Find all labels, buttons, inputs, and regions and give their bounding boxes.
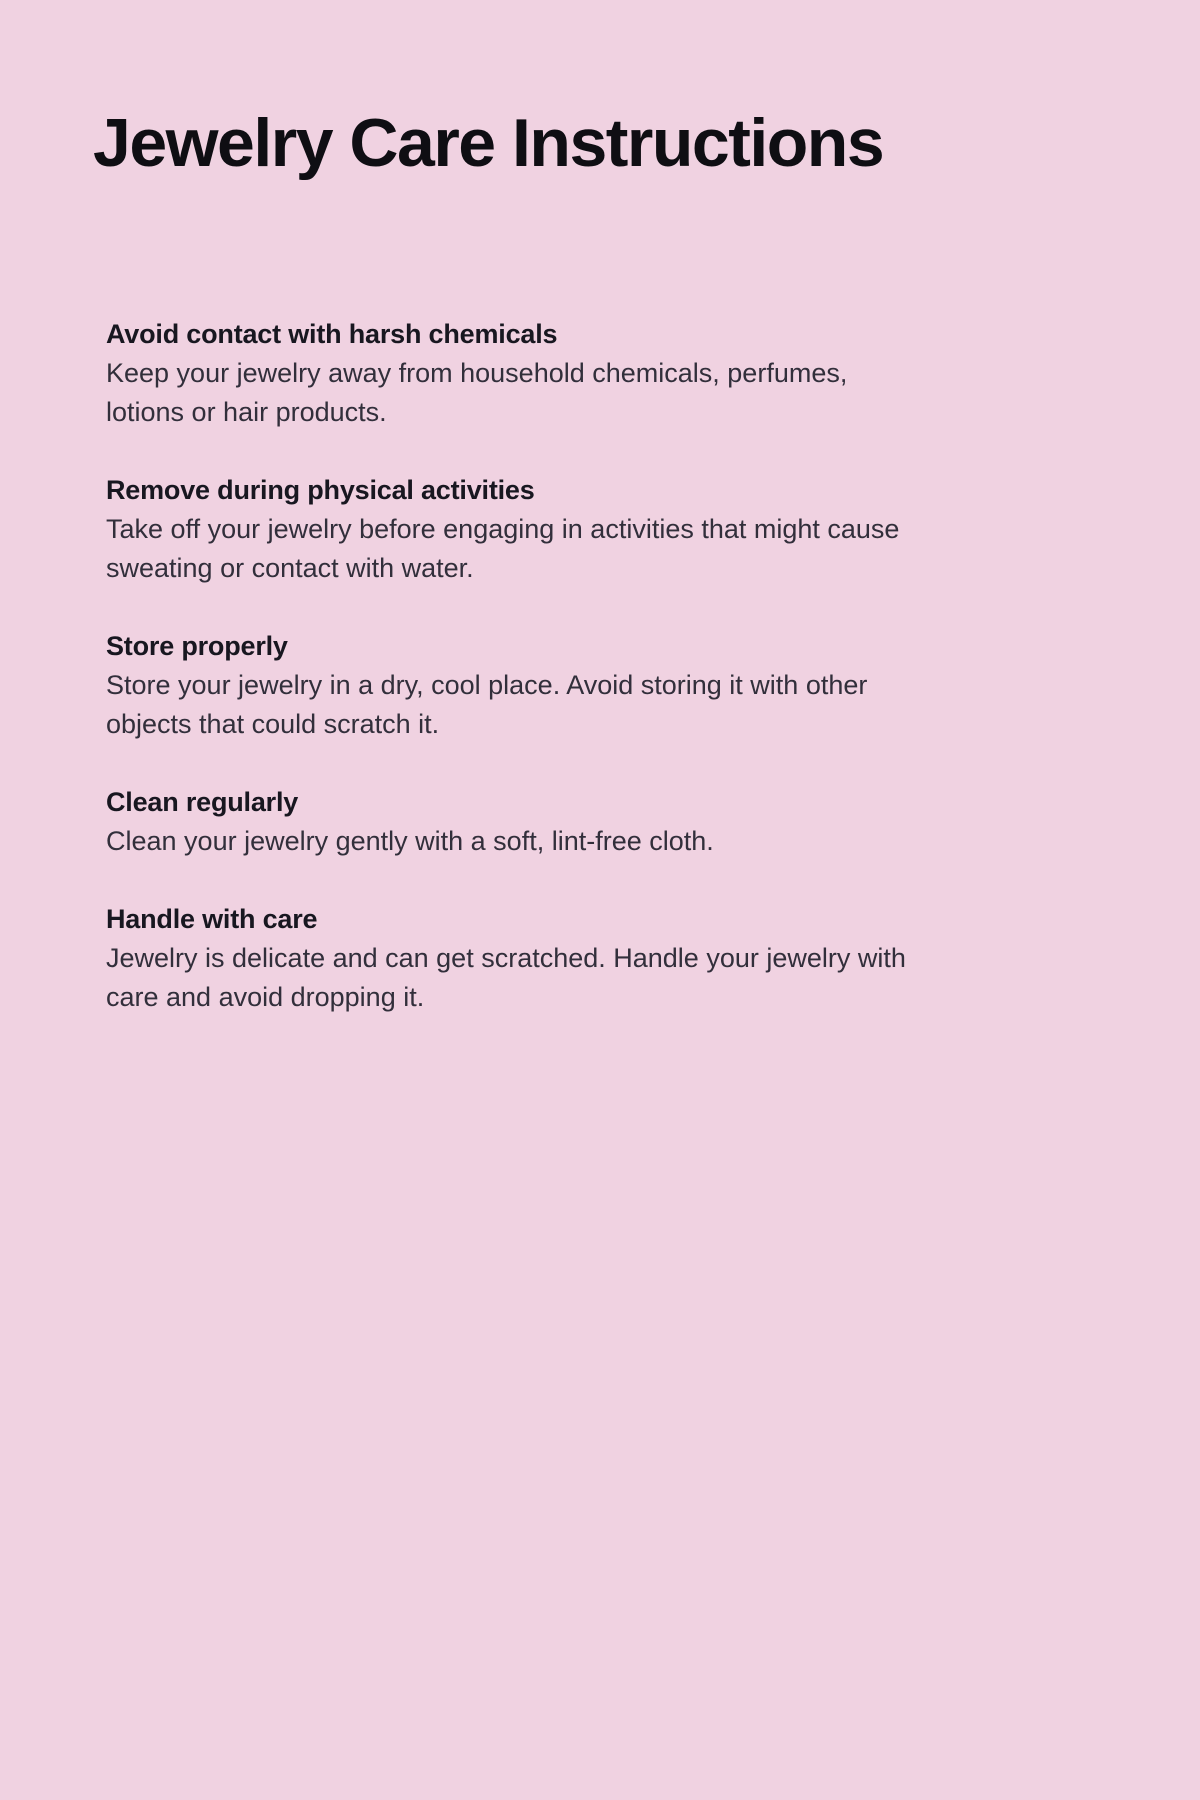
instructions-list	[106, 315, 916, 1017]
section-heading: Store properly	[106, 630, 288, 661]
section-remove-activities	[106, 471, 916, 588]
section-body: Store your jewelry in a dry, cool place. Avoid storing it with other objects that could scratch it.	[106, 669, 868, 739]
section-handle-with-care	[106, 900, 916, 1017]
page-title: Jewelry Care Instructions	[93, 105, 884, 181]
section-store-properly	[106, 627, 916, 744]
section-heading: Clean regularly	[106, 786, 299, 817]
section-clean-regularly	[106, 783, 916, 861]
section-body: Take off your jewelry before engaging in activities that might cause sweating or contact with water.	[106, 513, 900, 583]
section-body: Jewelry is delicate and can get scratched. Handle your jewelry with care and avoid dropping it.	[106, 942, 906, 1012]
section-heading: Handle with care	[106, 903, 318, 934]
section-heading: Remove during physical activities	[106, 474, 535, 505]
section-heading: Avoid contact with harsh chemicals	[106, 318, 558, 349]
section-body: Clean your jewelry gently with a soft, lint-free cloth.	[106, 825, 714, 856]
section-body: Keep your jewelry away from household chemicals, perfumes, lotions or hair products.	[106, 357, 848, 427]
section-avoid-chemicals	[106, 315, 916, 432]
